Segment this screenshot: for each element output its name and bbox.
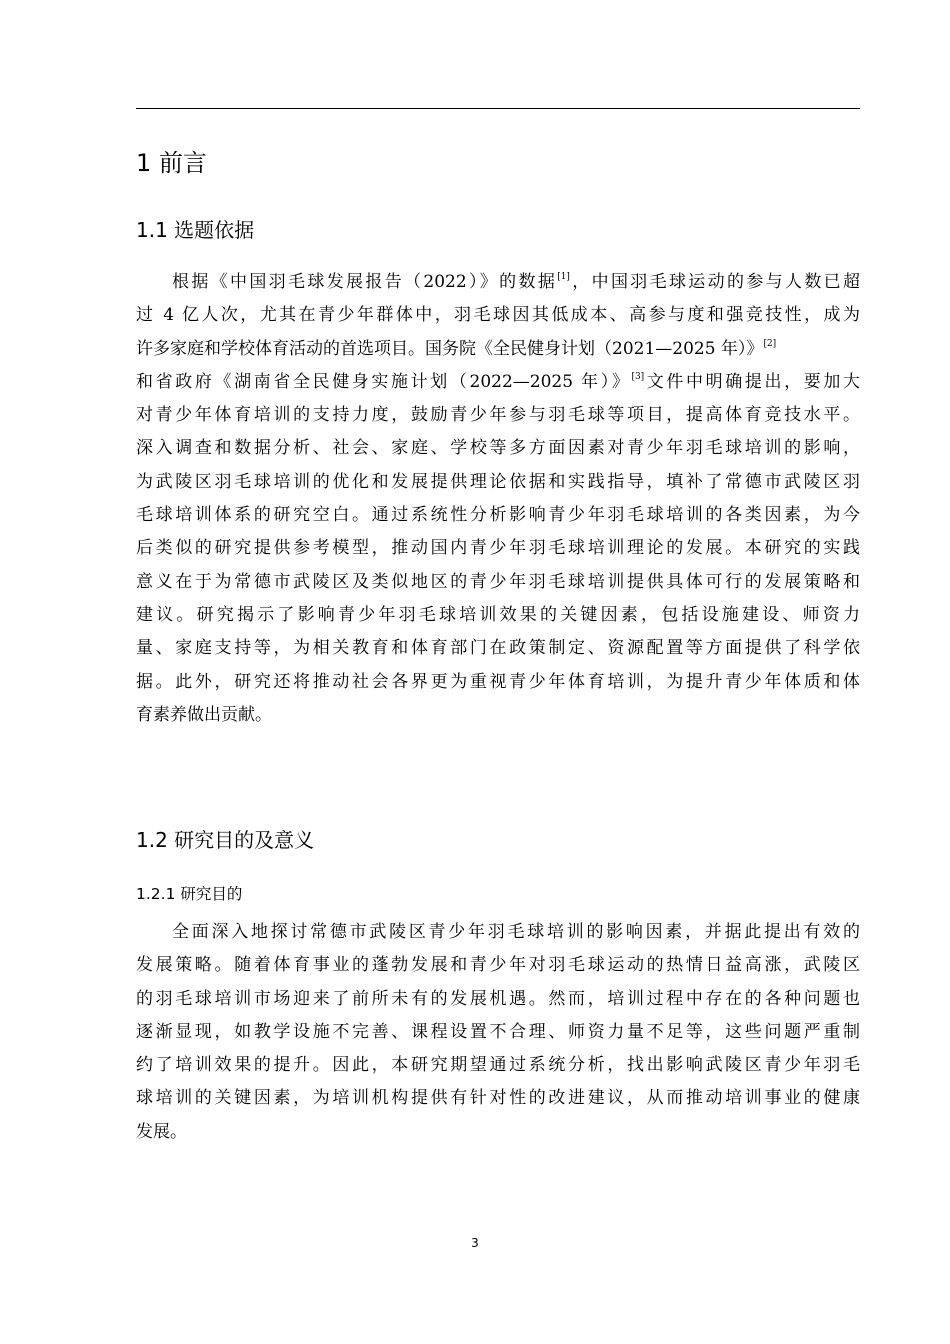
citation-3[interactable]: [3] [631,371,645,382]
paragraph-line: 许多家庭和学校体育活动的首选项目。国务院《全民健身计划（2021—2025 年）》[2] [136,338,777,359]
paragraph-line: 根据《中国羽毛球发展报告（2022）》的数据[1]，中国羽毛球运动的参与人数已超 [172,272,861,292]
chapter-title: 1 前言 [136,149,207,177]
paragraph-line: 量、家庭支持等，为相关教育和体育部门在政策制定、资源配置等方面提供了科学依 [136,638,860,659]
section-1-2-1-title: 1.2.1 研究目的 [136,885,243,903]
paragraph-line: 后类似的研究提供参考模型，推动国内青少年羽毛球培训理论的发展。本研究的实践 [136,538,860,559]
paragraph-line: 深入调查和数据分析、社会、家庭、学校等多方面因素对青少年羽毛球培训的影响， [136,438,860,459]
paragraph-line: 毛球培训体系的研究空白。通过系统性分析影响青少年羽毛球培训的各类因素，为今 [136,505,860,526]
paragraph-line: 过 4 亿人次，尤其在青少年群体中，羽毛球因其低成本、高参与度和强竞技性，成为 [136,305,860,326]
paragraph-line: 育素养做出贡献。 [136,704,272,725]
paragraph-line: 发展策略。随着体育事业的蓬勃发展和青少年对羽毛球运动的热情日益高涨，武陵区 [136,955,860,976]
paragraph-line: 发展。 [136,1121,187,1142]
citation-2[interactable]: [2] [763,338,777,349]
section-1-1-paragraph [136,266,860,732]
section-1-2-1-paragraph [136,916,860,1149]
paragraph-line: 的羽毛球培训市场迎来了前所未有的发展机遇。然而，培训过程中存在的各种问题也 [136,988,860,1009]
citation-1[interactable]: [1] [557,272,570,282]
paragraph-line: 为武陵区羽毛球培训的优化和发展提供理论依据和实践指导，填补了常德市武陵区羽 [136,471,860,492]
paragraph-line: 建议。研究揭示了影响青少年羽毛球培训效果的关键因素，包括设施建设、师资力 [136,604,860,625]
paragraph-line: 意义在于为常德市武陵区及类似地区的青少年羽毛球培训提供具体可行的发展策略和 [136,571,860,592]
paragraph-line: 据。此外，研究还将推动社会各界更为重视青少年体育培训，为提升青少年体质和体 [136,671,860,692]
header-rule [136,108,860,109]
paragraph-line: 和省政府《湖南省全民健身实施计划（2022—2025 年）》[3]文件中明确提出，要加大 [136,371,860,392]
paragraph-line: 对青少年体育培训的支持力度，鼓励青少年参与羽毛球等项目，提高体育竞技水平。 [136,405,860,426]
page-number: 3 [471,1236,479,1250]
paragraph-line: 逐渐显现，如教学设施不完善、课程设置不合理、师资力量不足等，这些问题严重制 [136,1021,860,1042]
paragraph-line: 约了培训效果的提升。因此，本研究期望通过系统分析，找出影响武陵区青少年羽毛 [136,1055,860,1076]
paragraph-line: 全面深入地探讨常德市武陵区青少年羽毛球培训的影响因素，并据此提出有效的 [172,922,860,942]
paragraph-line: 球培训的关键因素，为培训机构提供有针对性的改进建议，从而推动培训事业的健康 [136,1088,860,1109]
section-1-2-title: 1.2 研究目的及意义 [136,828,315,852]
section-1-1-title: 1.1 选题依据 [136,218,255,242]
